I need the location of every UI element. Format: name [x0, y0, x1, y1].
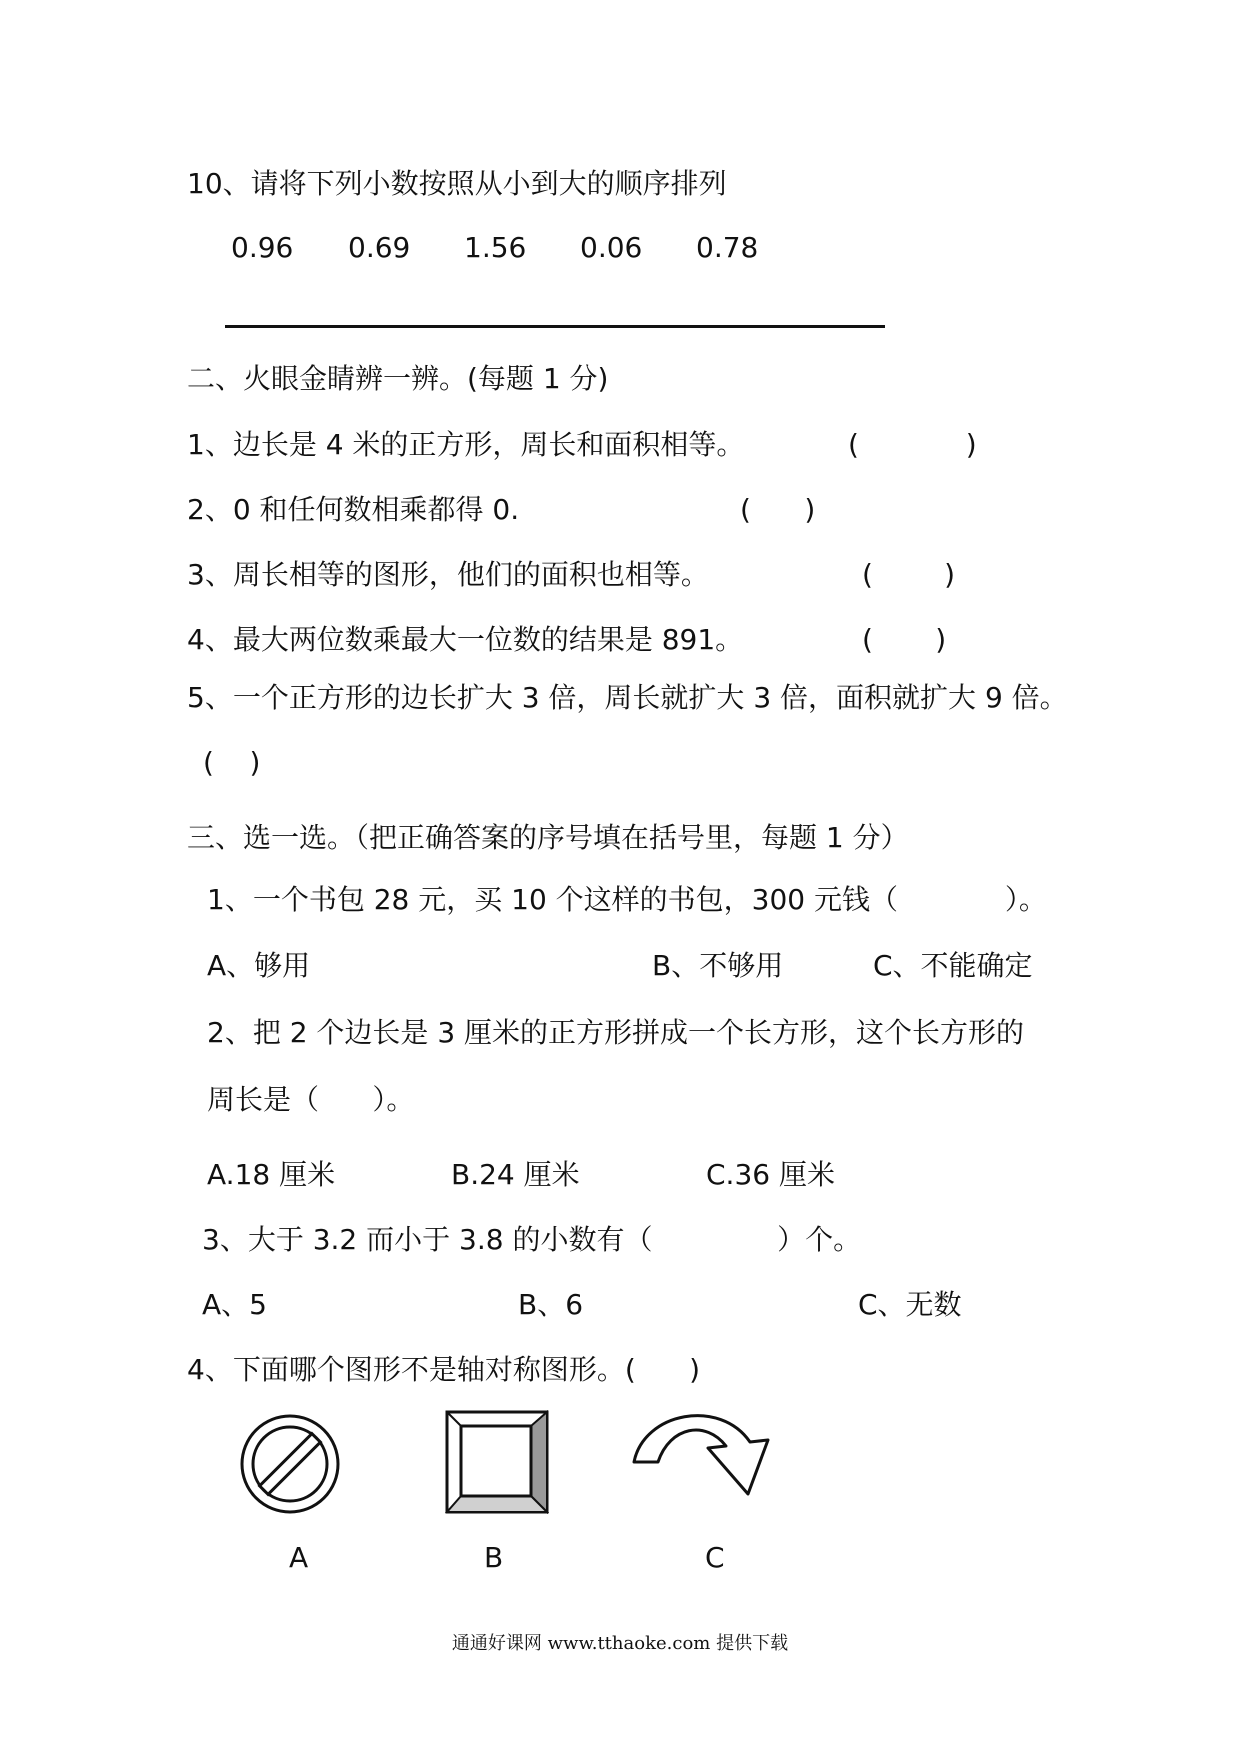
- curved-arrow-icon[interactable]: [630, 1402, 790, 1502]
- s3-q1-option-b[interactable]: B、不够用: [652, 949, 784, 982]
- q10-answer-line[interactable]: [225, 325, 885, 328]
- s2-item-1-text: 1、边长是 4 米的正方形，周长和面积相等。: [187, 428, 745, 461]
- q10-number-4: 0.06: [580, 231, 643, 264]
- figure-a-label: A: [289, 1541, 309, 1574]
- s2-item-3-answer-bracket[interactable]: ( ): [862, 558, 956, 591]
- s3-q1-text: 1、一个书包 28 元，买 10 个这样的书包，300 元钱（ ）。: [207, 883, 1047, 916]
- s3-q4-text: 4、下面哪个图形不是轴对称图形。( ): [187, 1353, 701, 1386]
- q10-number-3: 1.56: [464, 231, 527, 264]
- section3-title: 三、选一选。（把正确答案的序号填在括号里，每题 1 分）: [187, 821, 909, 854]
- beveled-square-icon[interactable]: [445, 1410, 549, 1514]
- s3-q1-option-c[interactable]: C、不能确定: [873, 949, 1033, 982]
- s3-q2-option-b[interactable]: B.24 厘米: [451, 1158, 580, 1191]
- s2-item-5-text: 5、一个正方形的边长扩大 3 倍，周长就扩大 3 倍，面积就扩大 9 倍。: [187, 681, 1068, 714]
- s3-q2-text-line2: 周长是（ ）。: [207, 1083, 415, 1116]
- q10-text: 10、请将下列小数按照从小到大的顺序排列: [187, 167, 727, 200]
- s2-item-4-text: 4、最大两位数乘最大一位数的结果是 891。: [187, 623, 744, 656]
- s3-q1-option-a[interactable]: A、够用: [207, 949, 311, 982]
- s2-item-2-text: 2、0 和任何数相乘都得 0.: [187, 493, 520, 526]
- s3-q3-option-b[interactable]: B、6: [518, 1288, 584, 1321]
- s2-item-1-answer-bracket[interactable]: ( ): [848, 428, 977, 461]
- s3-q2-option-a[interactable]: A.18 厘米: [207, 1158, 336, 1191]
- q10-number-2: 0.69: [348, 231, 411, 264]
- q10-number-5: 0.78: [696, 231, 759, 264]
- s3-q3-option-c[interactable]: C、无数: [858, 1288, 962, 1321]
- figure-b-label: B: [484, 1541, 504, 1574]
- s2-item-4-answer-bracket[interactable]: ( ): [862, 623, 947, 656]
- figure-c-label: C: [705, 1541, 725, 1574]
- s3-q2-option-c[interactable]: C.36 厘米: [706, 1158, 835, 1191]
- s2-item-3-text: 3、周长相等的图形，他们的面积也相等。: [187, 558, 709, 591]
- footer-text: 通通好课网 www.tthaoke.com 提供下载: [451, 1633, 789, 1654]
- section2-title: 二、火眼金睛辨一辨。(每题 1 分): [187, 362, 609, 395]
- s3-q3-text: 3、大于 3.2 而小于 3.8 的小数有（ ）个。: [202, 1223, 862, 1256]
- s2-item-5-answer-bracket[interactable]: ( ): [203, 746, 261, 779]
- q10-number-1: 0.96: [231, 231, 294, 264]
- s3-q3-option-a[interactable]: A、5: [202, 1288, 267, 1321]
- s2-item-2-answer-bracket[interactable]: ( ): [740, 493, 816, 526]
- s3-q2-text-line1: 2、把 2 个边长是 3 厘米的正方形拼成一个长方形，这个长方形的: [207, 1016, 1025, 1049]
- prohibition-sign-icon[interactable]: [238, 1412, 342, 1516]
